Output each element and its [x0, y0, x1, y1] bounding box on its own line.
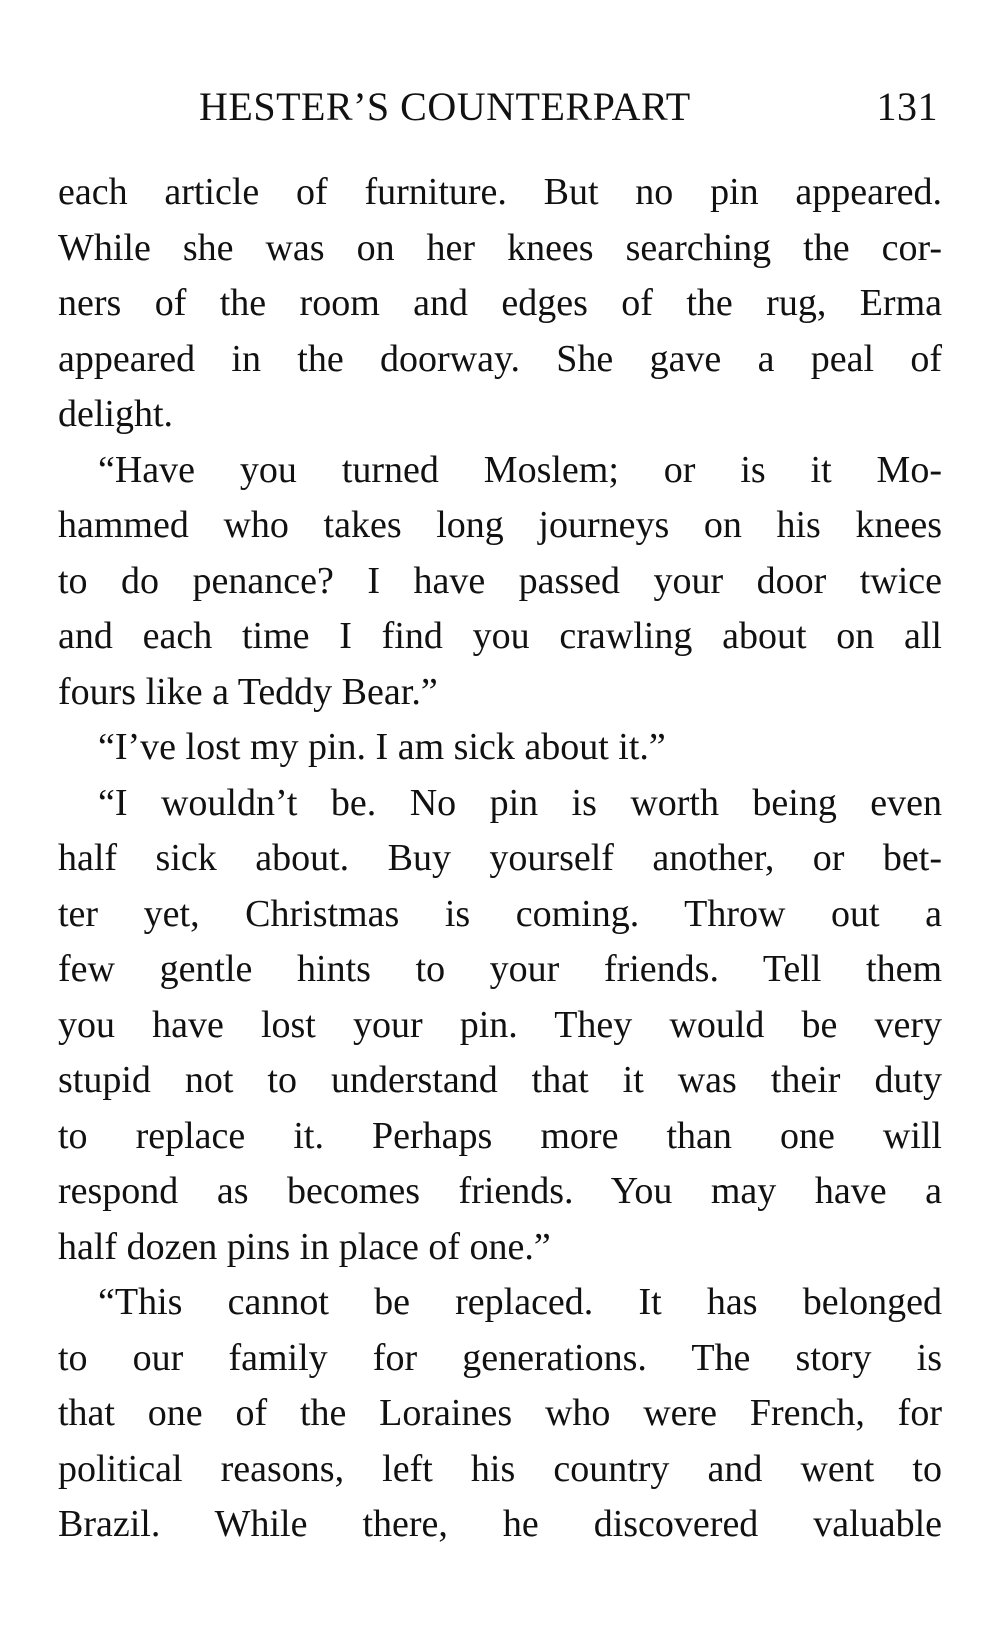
paragraph: [58, 165, 942, 443]
running-title: HESTER’S COUNTERPART: [199, 84, 691, 129]
text-line: political reasons, left his country and went to: [58, 1447, 942, 1490]
text-line: fours like a Teddy Bear.”: [58, 670, 438, 713]
paragraph: [58, 443, 942, 721]
text-line: ners of the room and edges of the rug, Erma: [58, 282, 942, 324]
text-line: appeared in the doorway. She gave a peal of: [58, 337, 942, 380]
paragraph: [58, 776, 942, 1276]
text-line: to our family for generations. The story is: [58, 1336, 942, 1379]
text-line: each article of furniture. But no pin appeared.: [58, 171, 942, 213]
text-line: half sick about. Buy yourself another, or bet-: [58, 837, 942, 879]
paragraph: [58, 720, 942, 776]
running-header: [0, 82, 1000, 132]
text-line: “I’ve lost my pin. I am sick about it.”: [98, 726, 666, 768]
text-line: to do penance? I have passed your door twice: [58, 559, 942, 602]
paragraph: [58, 1275, 942, 1553]
body-text: [58, 165, 942, 1553]
text-line: hammed who takes long journeys on his knees: [58, 504, 942, 546]
text-line: ter yet, Christmas is coming. Throw out a: [58, 892, 942, 935]
text-line: to replace it. Perhaps more than one will: [58, 1114, 942, 1157]
text-line: half dozen pins in place of one.”: [58, 1225, 551, 1268]
text-line: While she was on her knees searching the cor-: [58, 226, 942, 269]
text-line: and each time I find you crawling about on all: [58, 615, 942, 657]
text-line: delight.: [58, 393, 174, 435]
text-line: “This cannot be replaced. It has belonged: [98, 1281, 942, 1323]
page-number: 131: [876, 84, 938, 129]
text-line: “I wouldn’t be. No pin is worth being even: [98, 781, 942, 824]
text-line: stupid not to understand that it was their duty: [58, 1059, 942, 1101]
text-line: that one of the Loraines who were French, for: [58, 1392, 942, 1434]
text-line: “Have you turned Moslem; or is it Mo-: [98, 448, 942, 491]
text-line: you have lost your pin. They would be very: [58, 1003, 942, 1046]
text-line: Brazil. While there, he discovered valuable: [58, 1503, 942, 1545]
text-line: few gentle hints to your friends. Tell them: [58, 948, 942, 990]
text-line: respond as becomes friends. You may have a: [58, 1170, 942, 1212]
